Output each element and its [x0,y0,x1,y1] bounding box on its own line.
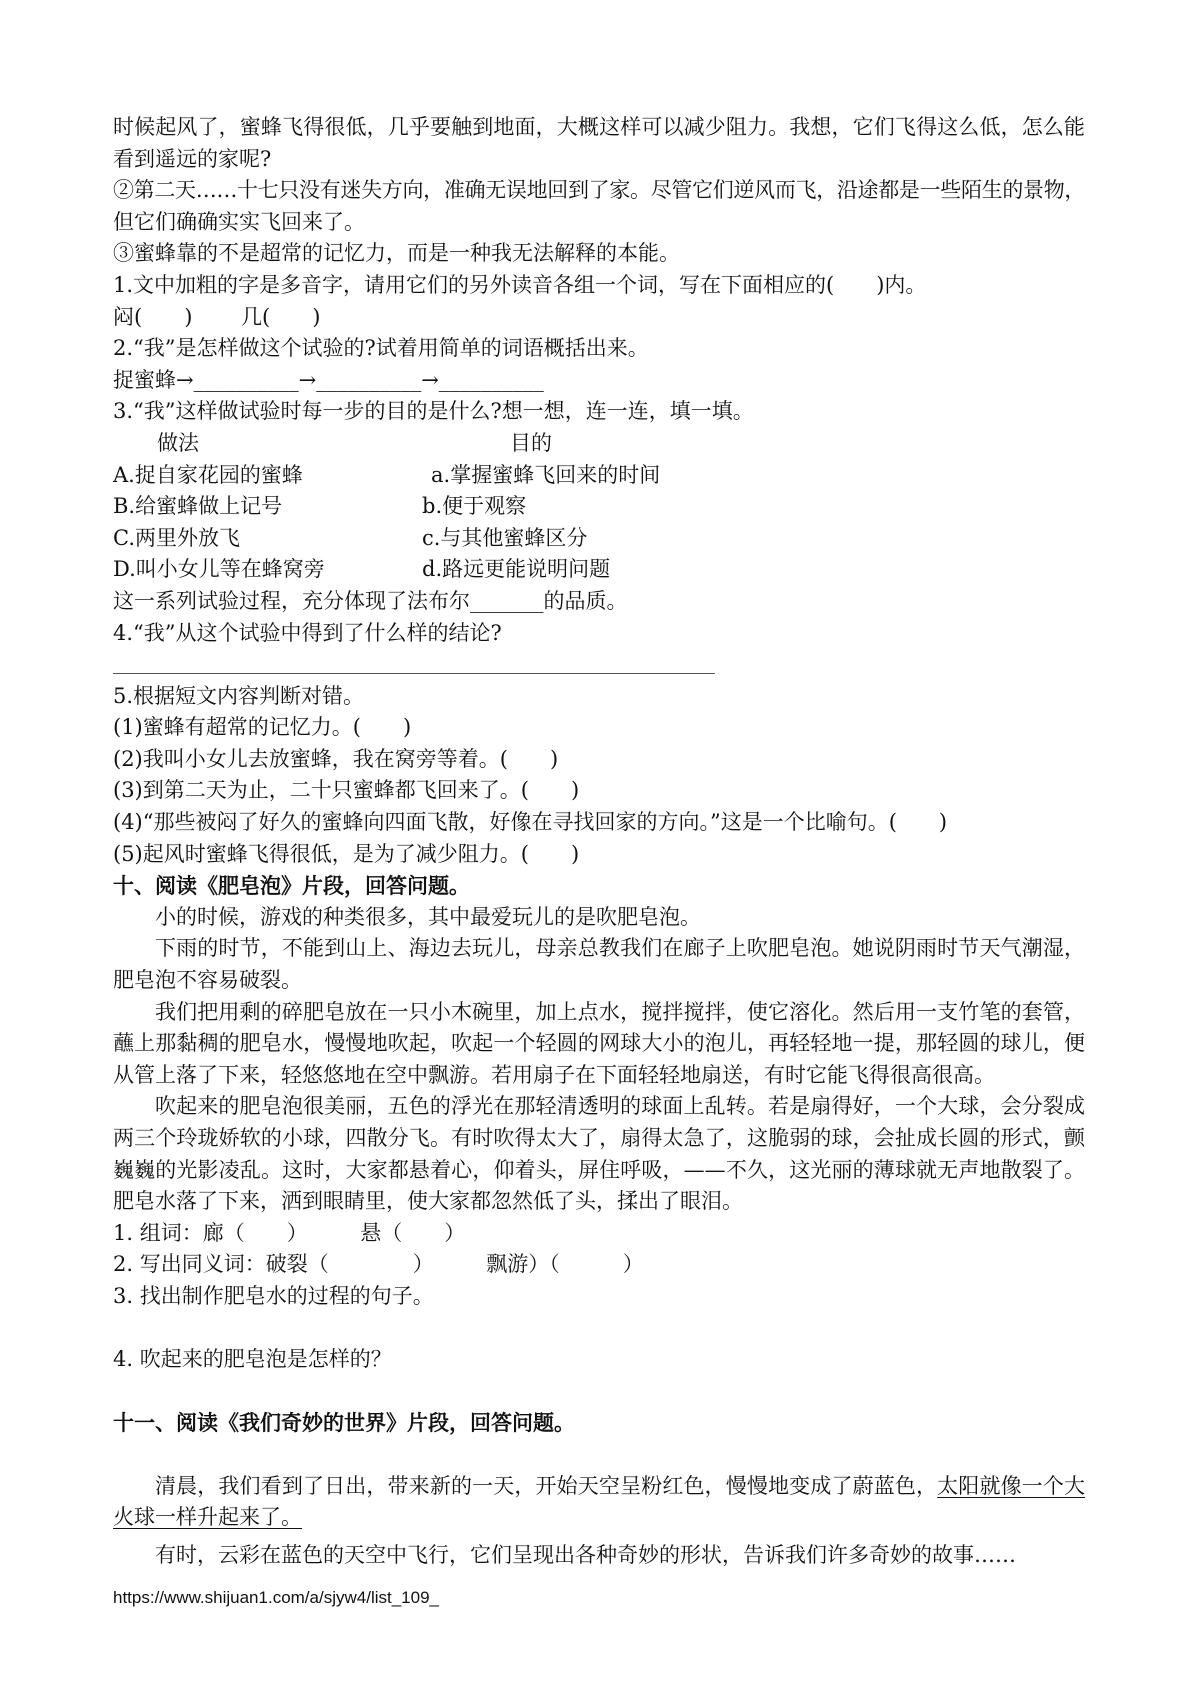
method-item: C.两里外放飞 [113,525,240,550]
answer-blanks: 闷( ) 几( ) [113,304,321,329]
blank-line [113,1376,1085,1408]
question-prompt: 3.“我”这样做试验时每一步的目的是什么?想一想，连一连，填一填。 [113,399,754,424]
passage-text: 清晨，我们看到了日出，带来新的一天，开始天空呈粉红色，慢慢地变成了蔚蓝色， [155,1473,938,1498]
method-item: D.叫小女儿等在蜂窝旁 [113,557,325,582]
true-false-item: (4)“那些被闷了好久的蜜蜂向四面飞散，好像在寻找回家的方向。”这是一个比喻句。( ) [113,810,948,835]
purpose-item: d.路远更能说明问题 [422,557,611,582]
passage-line: 从管上落了下来，轻悠悠地在空中飘游。若用扇子在下面轻轻地扇送，有时它能飞得很高很高。 [113,1062,995,1087]
passage-line: 吹起来的肥皂泡很美丽，五色的浮光在那轻清透明的球面上乱转。若是扇得好，一个大球，会分裂成 [155,1094,1085,1119]
passage-line: 肥皂水落了下来，洒到眼睛里，使大家都忽然低了头，揉出了眼泪。 [113,1189,743,1214]
passage-line: 有时，云彩在蓝色的天空中飞行，它们呈现出各种奇妙的形状，告诉我们许多奇妙的故事…… [155,1542,1016,1567]
question-prompt: 4. 吹起来的肥皂泡是怎样的？ [113,1347,392,1372]
passage-line: 我们把用剩的碎肥皂放在一只小木碗里，加上点水，搅拌搅拌，使它溶化。然后用一支竹笔的套管， [155,999,1085,1024]
answer-chain: 捉蜜蜂→__________→__________→__________ [113,367,544,392]
true-false-item: (3)到第二天为止，二十只蜜蜂都飞回来了。( ) [113,778,580,803]
passage-line: 巍巍的光影凌乱。这时，大家都悬着心，仰着头，屏住呼吸，——不久，这光丽的薄球就无声地散裂了。 [113,1157,1085,1182]
true-false-item: (1)蜜蜂有超常的记忆力。( ) [113,715,412,740]
matching-row [113,554,1085,586]
section-title: 十一、阅读《我们奇妙的世界》片段，回答问题。 [113,1410,575,1436]
question-prompt: 4.“我”从这个试验中得到了什么样的结论? [113,620,502,645]
question-prompt: 3. 找出制作肥皂水的过程的句子。 [113,1283,434,1308]
passage-line: 时候起风了，蜜蜂飞得很低，几乎要触到地面，大概这样可以减少阻力。我想，它们飞得这么低，怎么能 [113,115,1085,139]
matching-header [113,428,1085,460]
passage-line: 但它们确确实实飞回来了。 [113,209,365,234]
question-prompt: 5.根据短文内容判断对错。 [113,683,365,708]
question-prompt: 2. 写出同义词：破裂（ ） 飘游）（ ） [113,1252,644,1277]
method-header: 做法 [157,430,199,455]
page-content [113,112,1085,1571]
matching-row [113,460,1085,492]
underlined-sentence: 太阳就像一个大 [937,1473,1086,1498]
blank-line [113,1313,1085,1345]
matching-row [113,523,1085,555]
passage-line [113,1502,1085,1534]
passage-line: ②第二天……十七只没有迷失方向，准确无误地回到了家。尽管它们逆风而飞，沿途都是一些陌生的景物， [113,178,1085,203]
passage-line: 看到遥远的家呢? [113,146,272,171]
passage-line: 肥皂泡不容易破裂。 [113,968,302,993]
purpose-item: b.便于观察 [422,494,527,519]
answer-line [113,649,1085,681]
true-false-item: (2)我叫小女儿去放蜜蜂，我在窝旁等着。( ) [113,746,559,771]
question-prompt: 2.“我”是怎样做这个试验的?试着用简单的词语概括出来。 [113,336,649,361]
question-prompt: 1.文中加粗的字是多音字，请用它们的另外读音各组一个词，写在下面相应的( )内。 [113,272,927,297]
passage-line: 两三个玲珑娇软的小球，四散分飞。有时吹得太大了，扇得太急了，这脆弱的球，会扯成长圆的形式，颤 [113,1126,1085,1150]
footer-url: https://www.shijuan1.com/a/sjyw4/list_109_ [113,1588,439,1607]
purpose-item: c.与其他蜜蜂区分 [422,525,588,550]
purpose-header: 目的 [510,430,552,455]
passage-line: ③蜜蜂靠的不是超常的记忆力，而是一种我无法解释的本能。 [113,241,680,266]
underlined-sentence: 火球一样升起来了。 [113,1505,302,1530]
true-false-item: (5)起风时蜜蜂飞得很低，是为了减少阻力。( ) [113,841,580,866]
question-prompt: 1. 组词：廊（ ） 悬（ ） [113,1220,466,1245]
passage-line: 下雨的时节，不能到山上、海边去玩儿，母亲总教我们在廊子上吹肥皂泡。她说阴雨时节天气潮湿， [155,936,1085,961]
method-item: A.捉自家花园的蜜蜂 [113,462,303,487]
purpose-item: a.掌握蜜蜂飞回来的时间 [431,462,661,487]
answer-rule [113,673,715,674]
passage-line: 小的时候，游戏的种类很多，其中最爱玩儿的是吹肥皂泡。 [155,904,701,929]
fill-in-sentence: 这一系列试验过程，充分体现了法布尔_______的品质。 [113,588,628,613]
section-title: 十、阅读《肥皂泡》片段，回答问题。 [113,873,470,899]
method-item: B.给蜜蜂做上记号 [113,494,283,519]
passage-line: 蘸上那黏稠的肥皂水，慢慢地吹起，吹起一个轻圆的网球大小的泡儿，再轻轻地一提，那轻圆的球儿，便 [113,1031,1085,1056]
passage-line [113,1471,1085,1503]
blank-line [113,1439,1085,1471]
matching-row [113,491,1085,523]
